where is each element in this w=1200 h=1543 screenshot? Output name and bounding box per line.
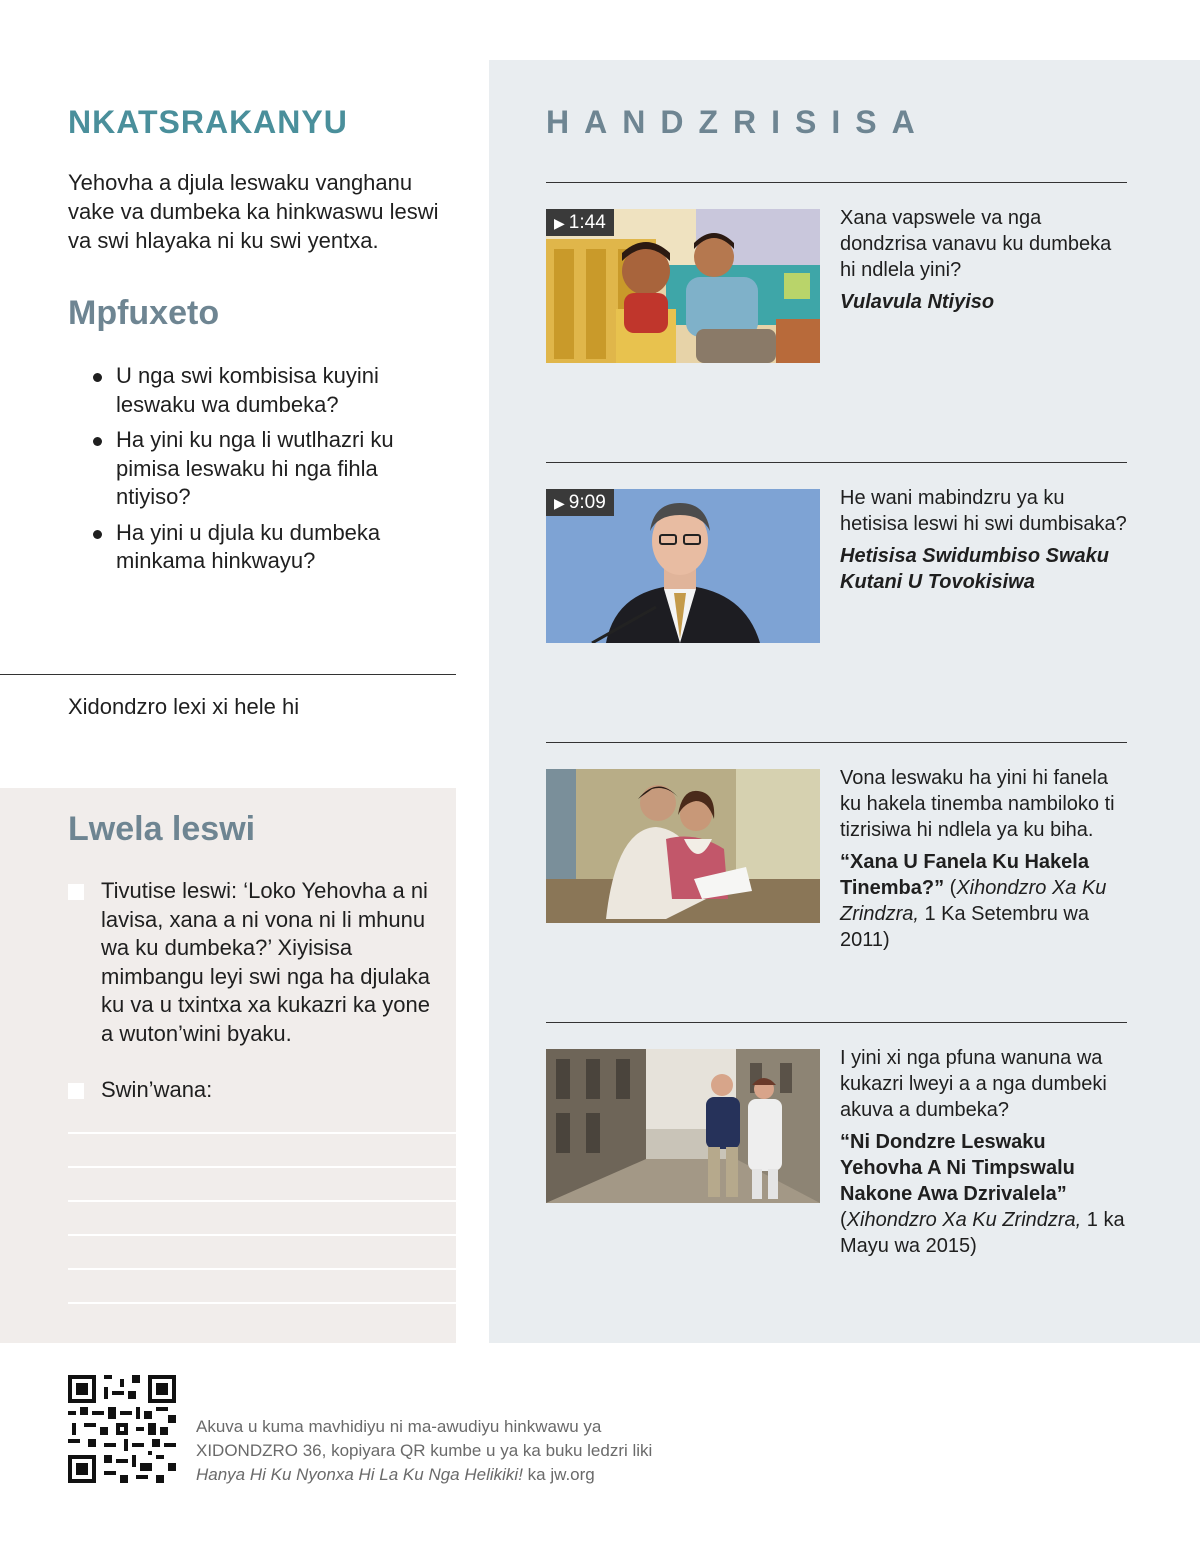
article-thumbnail[interactable] <box>546 769 820 923</box>
divider <box>546 462 1127 463</box>
footer-text: Akuva u kuma mavhidiyu ni ma-awudiyu hinkwawu ya XIDONDZRO 36, kopiyara QR kumbe u ya ka buku ledzri liki Hanya Hi Ku Nyonxa Hi La Ku Nga Helikiki! ka jw.org <box>196 1417 653 1484</box>
source-publication: Xihondzro Xa Ku Zrindzra, <box>846 1209 1082 1231</box>
video-thumbnail[interactable] <box>546 209 820 363</box>
checkbox[interactable] <box>68 884 84 900</box>
review-heading: Mpfuxeto <box>68 294 220 332</box>
source-date: 1 Ka Setembru wa 2011) <box>840 903 1089 951</box>
article-thumbnail-image <box>546 769 820 923</box>
qr-code-icon[interactable] <box>68 1375 176 1483</box>
article-thumbnail-image <box>546 1049 820 1203</box>
bullet-icon <box>93 530 102 539</box>
divider <box>0 674 456 675</box>
write-line[interactable] <box>68 1234 456 1236</box>
explore-item-text <box>840 485 1130 595</box>
action-item-text: Swin’wana: <box>101 1077 213 1102</box>
review-question: U nga swi kombisisa kuyini leswaku wa dumbeka? <box>92 362 412 419</box>
explore-question: Xana vapswele va nga dondzrisa vanavu ku dumbeka hi ndlela yini? <box>840 207 1112 281</box>
bullet-icon <box>93 373 102 382</box>
action-panel <box>0 788 456 1343</box>
explore-item-text <box>840 765 1130 953</box>
video-thumbnail[interactable] <box>546 489 820 643</box>
video-duration-badge: ▶ 9:09 <box>546 489 614 516</box>
explore-link[interactable]: “Ni Dondzre Leswaku Yehovha A Ni Timpswalu Nakone Awa Dzrivalela” (Xihondzro Xa Ku Zrindzra, 1 ka Mayu wa 2015) <box>840 1131 1125 1257</box>
checkbox[interactable] <box>68 1083 84 1099</box>
divider <box>546 742 1127 743</box>
review-question: Ha yini ku nga li wutlhazri ku pimisa leswaku hi nga fihla ntiyiso? <box>92 426 412 512</box>
play-icon: ▶ <box>554 215 565 231</box>
explore-question: I yini xi nga pfuna wanuna wa kukazri lweyi a a nga dumbeki akuva a dumbeka? <box>840 1047 1107 1121</box>
summary-heading: NKATSRAKANYU <box>68 104 348 140</box>
book-title: Hanya Hi Ku Nyonxa Hi La Ku Nga Helikiki! <box>196 1465 523 1484</box>
explore-link[interactable]: Hetisisa Swidumbiso Swaku Kutani U Tovokisiwa <box>840 545 1109 593</box>
write-line[interactable] <box>68 1166 456 1168</box>
explore-question: He wani mabindzru ya ku hetisisa leswi hi swi dumbisaka? <box>840 487 1127 535</box>
divider <box>546 182 1127 183</box>
summary-text: Yehovha a djula leswaku vanghanu vake va dumbeka ka hinkwaswu leswi va swi hlayaka ni ku swi yentxa. <box>68 170 439 253</box>
article-thumbnail[interactable] <box>546 1049 820 1203</box>
write-line[interactable] <box>68 1302 456 1304</box>
explore-link[interactable]: Vulavula Ntiyiso <box>840 291 995 313</box>
bullet-icon <box>93 437 102 446</box>
explore-heading: HANDZRISISA <box>546 104 930 140</box>
explore-question: Vona leswaku ha yini hi fanela ku hakela tinemba nambiloko ti tizrisiwa hi ndlela ya ku biha. <box>840 767 1115 841</box>
explore-item-text <box>840 1045 1130 1259</box>
explore-link[interactable]: “Xana U Fanela Ku Hakela Tinemba?” (Xihondzro Xa Ku Zrindzra, 1 Ka Setembru wa 2011) <box>840 851 1107 951</box>
write-line[interactable] <box>68 1200 456 1202</box>
review-question: Ha yini u djula ku dumbeka minkama hinkwayu? <box>92 519 412 576</box>
action-heading: Lwela leswi <box>68 810 256 848</box>
explore-item-text <box>840 205 1130 315</box>
lesson-completed-note: Xidondzro lexi xi hele hi <box>68 694 300 719</box>
action-item-text: Tivutise leswi: ‘Loko Yehovha a ni lavisa, xana a ni vona ni li mhunu wa ku dumbeka?’ Xiyisisa mimbangu leyi swi nga ha djulaka ku va u txintxa xa kukazri ka yone a wuton’wini byaku. <box>101 878 430 1046</box>
play-icon: ▶ <box>554 495 565 511</box>
source-date: 1 ka Mayu wa 2015) <box>840 1209 1125 1257</box>
review-questions <box>92 362 412 583</box>
video-duration-badge: ▶ 1:44 <box>546 209 614 236</box>
write-line[interactable] <box>68 1132 456 1134</box>
write-line[interactable] <box>68 1268 456 1270</box>
source-publication: Xihondzro Xa Ku Zrindzra, <box>840 877 1107 925</box>
divider <box>546 1022 1127 1023</box>
